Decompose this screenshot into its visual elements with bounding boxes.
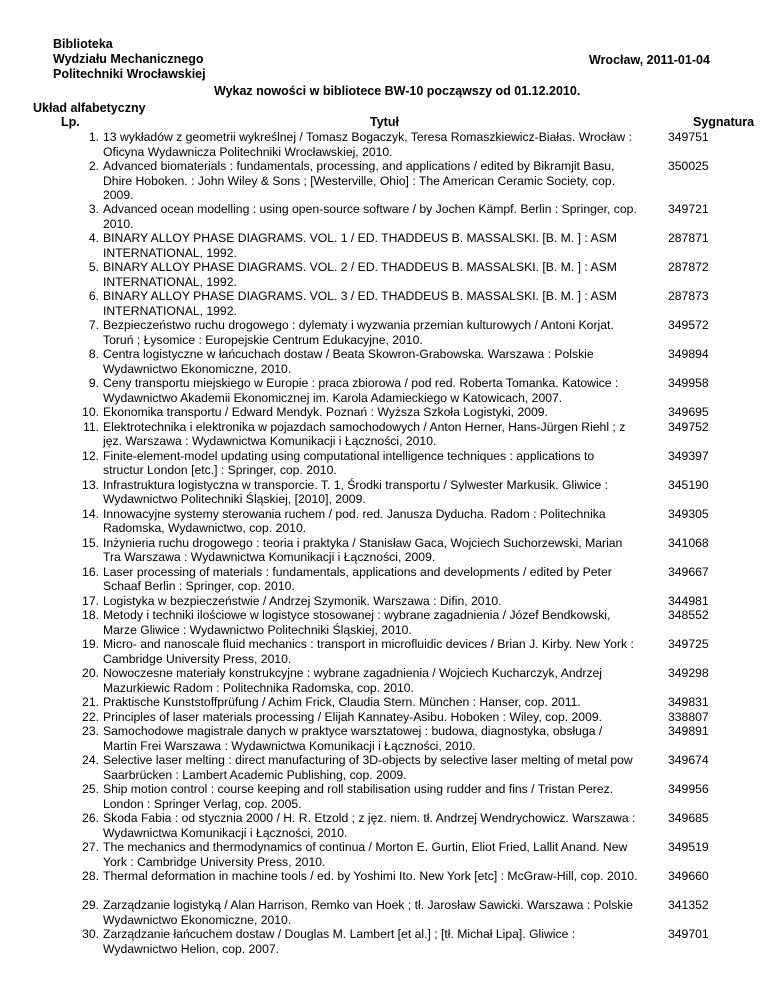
signature-value: 345190	[668, 477, 709, 492]
item-number: 21.	[82, 695, 99, 709]
signature-value: 341352	[668, 898, 709, 912]
item-description: Micro- and nanoscale fluid mechanics : transport in microfluidic devices / Brian J. Kirby. New York : Cambridge University Press, 2010.	[103, 637, 634, 666]
item-description: 13 wykładów z geometrii wykreślnej / Tomasz Bogaczyk, Teresa Romaszkiewicz-Białas. Wrocław : Oficyna Wydawnicza Politechniki Wrocławskiej, 2010.	[103, 130, 632, 159]
list-item	[0, 637, 768, 666]
item-signature	[668, 594, 748, 609]
item-signature	[668, 695, 748, 710]
item-signature	[668, 376, 748, 391]
item-signature	[668, 898, 748, 913]
list-item	[0, 376, 768, 405]
item-signature	[668, 869, 748, 884]
signature-value: 349958	[668, 376, 709, 390]
signature-value: 349685	[668, 811, 709, 825]
item-signature	[668, 724, 748, 739]
item-number: 11.	[82, 419, 99, 434]
signature-value: 287873	[668, 289, 709, 303]
signature-value: 349701	[668, 927, 709, 941]
item-number: 24.	[82, 753, 99, 767]
item-signature	[668, 666, 748, 681]
signature-value: 349721	[668, 202, 709, 216]
item-signature	[668, 927, 748, 942]
document-title: Wykaz nowości w bibliotece BW-10 począwszy od 01.12.2010.	[214, 84, 581, 98]
list-item	[0, 420, 768, 449]
list-item	[0, 753, 768, 782]
signature-value: 349667	[668, 564, 709, 579]
signature-value: 348552	[668, 608, 709, 622]
item-number: 29.	[82, 898, 99, 912]
signature-value: 349894	[668, 347, 709, 361]
item-signature	[668, 811, 748, 826]
org-line-1: Biblioteka	[53, 37, 113, 51]
item-description: Finite-element-model updating using computational intelligence techniques : applications to structur London [etc.] : Springer, cop. 2010.	[103, 448, 595, 477]
signature-value: 349831	[668, 695, 709, 709]
item-number: 9.	[88, 376, 99, 390]
item-signature	[668, 289, 748, 304]
item-signature	[668, 159, 748, 174]
item-description: Ekonomika transportu / Edward Mendyk. Poznań : Wyższa Szkoła Logistyki, 2009.	[103, 405, 548, 419]
item-description: Samochodowe magistrale danych w praktyce warsztatowej : budowa, diagnostyka, obsługa / Martin Frei Warszawa : Wydawnictwa Komunikacji i Łączności, 2010.	[103, 724, 603, 753]
item-signature	[668, 840, 748, 855]
item-description: Infrastruktura logistyczna w transporcie. T. 1, Środki transportu / Sylwester Markusik. Gliwice : Wydawnictwo Politechniki Śląskiej, [2010], 2009.	[103, 477, 609, 506]
item-signature	[668, 478, 748, 493]
list-item	[0, 898, 768, 927]
sort-order-label: Układ alfabetyczny	[33, 101, 146, 115]
item-signature	[668, 753, 748, 768]
item-signature	[668, 608, 748, 623]
signature-value: 349397	[668, 448, 709, 463]
list-item	[0, 405, 768, 420]
signature-value: 349695	[668, 405, 709, 419]
item-number: 6.	[88, 289, 99, 303]
item-number: 27.	[82, 840, 99, 854]
list-item	[0, 594, 768, 609]
new-books-list	[0, 130, 768, 956]
signature-value: 349956	[668, 782, 709, 796]
item-signature	[668, 420, 748, 435]
item-description: Selective laser melting : direct manufacturing of 3D-objects by selective laser melting of metal pow Saarbrücken : Lambert Academic Publishing, cop. 2009.	[103, 753, 633, 782]
item-description: Praktische Kunststoffprüfung / Achim Frick, Claudia Stern. München : Hanser, cop. 2011.	[103, 695, 581, 709]
item-description: Zarządzanie logistyką / Alan Harrison, Remko van Hoek ; tł. Jarosław Sawicki. Warszawa : Polskie Wydawnictwo Ekonomiczne, 2010.	[103, 898, 633, 927]
item-number: 5.	[88, 260, 99, 274]
item-signature	[668, 782, 748, 797]
item-number: 14.	[82, 506, 99, 521]
list-item	[0, 840, 768, 869]
list-item	[0, 608, 768, 637]
item-number: 8.	[88, 347, 99, 361]
item-description: Elektrotechnika i elektronika w pojazdach samochodowych / Anton Herner, Hans-Jürgen Riehl ; z jęz. Warszawa : Wydawnictwa Komunikacji i Łączności, 2010.	[103, 419, 626, 448]
item-signature	[668, 202, 748, 217]
item-description: Innowacyjne systemy sterowania ruchem / pod. red. Janusza Dyducha. Radom : Politechnika Radomska, Wydawnictwo, cop. 2010.	[103, 506, 606, 535]
column-header-signature: Sygnatura	[693, 115, 755, 129]
item-number: 2.	[88, 159, 99, 173]
signature-value: 349519	[668, 840, 709, 854]
list-item	[0, 449, 768, 478]
column-header-lp: Lp.	[61, 115, 80, 129]
signature-value: 287871	[668, 231, 709, 245]
item-description: Advanced ocean modelling : using open-source software / by Jochen Kämpf. Berlin : Springer, cop. 2010.	[103, 202, 637, 231]
item-number: 3.	[88, 202, 99, 216]
item-number: 18.	[82, 608, 99, 622]
item-description: Advanced biomaterials : fundamentals, processing, and applications / edited by Bikramjit Basu, Dhire Hoboken. : John Wiley & Sons ; [Westerville, Ohio] : The American Ceramic Society, cop. 2009.	[103, 159, 616, 202]
signature-value: 349298	[668, 666, 709, 680]
signature-value: 349674	[668, 753, 709, 767]
item-number: 4.	[88, 231, 99, 245]
item-signature	[668, 449, 748, 464]
list-item	[0, 811, 768, 840]
signature-value: 349660	[668, 869, 709, 883]
item-number: 17.	[82, 593, 99, 608]
item-description: Centra logistyczne w łańcuchach dostaw / Beata Skowron-Grabowska. Warszawa : Polskie Wydawnictwo Ekonomiczne, 2010.	[103, 347, 594, 376]
list-item	[0, 159, 768, 202]
document-date: Wrocław, 2011-01-04	[589, 53, 710, 67]
item-signature	[668, 318, 748, 333]
item-description: Nowoczesne materiały konstrukcyjne : wybrane zagadnienia / Wojciech Kucharczyk, Andrzej Mazurkiewic Radom : Politechnika Radomska, cop. 2010.	[103, 666, 603, 695]
list-item	[0, 782, 768, 811]
list-item	[0, 724, 768, 753]
list-item	[0, 289, 768, 318]
item-signature	[668, 405, 748, 420]
signature-value: 341068	[668, 535, 709, 550]
item-number: 12.	[82, 448, 99, 463]
list-item	[0, 202, 768, 231]
item-number: 15.	[82, 535, 99, 550]
item-description: Ceny transportu miejskiego w Europie : praca zbiorowa / pod red. Roberta Tomanka. Katowice : Wydawnictwo Akademii Ekonomicznej im. Karola Adamieckiego w Katowicach, 2007.	[103, 376, 619, 405]
list-item	[0, 710, 768, 725]
item-signature	[668, 710, 748, 725]
signature-value: 349752	[668, 419, 709, 434]
item-description: BINARY ALLOY PHASE DIAGRAMS. VOL. 3 / ED. THADDEUS B. MASSALSKI. [B. M. ] : ASM INTERNATIONAL, 1992.	[103, 289, 617, 318]
item-signature	[668, 565, 748, 580]
item-signature	[668, 260, 748, 275]
item-number: 1.	[88, 130, 99, 144]
list-item	[0, 536, 768, 565]
list-item	[0, 347, 768, 376]
item-number: 26.	[82, 811, 99, 825]
item-number: 28.	[82, 869, 99, 883]
list-item	[0, 507, 768, 536]
item-description: Zarządzanie łańcuchem dostaw / Douglas M. Lambert [et al.] ; [tł. Michał Lipa]. Gliwice : Wydawnictwo Helion, cop. 2007.	[103, 927, 576, 956]
item-description: BINARY ALLOY PHASE DIAGRAMS. VOL. 2 / ED. THADDEUS B. MASSALSKI. [B. M. ] : ASM INTERNATIONAL, 1992.	[103, 260, 617, 289]
item-signature	[668, 536, 748, 551]
item-description: Thermal deformation in machine tools / ed. by Yoshimi Ito. New York [etc] : McGraw-Hill, cop. 2010.	[103, 869, 638, 883]
item-description: Metody i techniki ilościowe w logistyce stosowanej : wybrane zagadnienia / Józef Bendkowski, Marze Gliwice : Wydawnictwo Politechniki Śląskiej, 2010.	[103, 608, 611, 637]
item-number: 25.	[82, 782, 99, 796]
list-item	[0, 565, 768, 594]
item-number: 13.	[82, 477, 99, 492]
item-number: 19.	[82, 637, 99, 651]
item-description: Inżynieria ruchu drogowego : teoria i praktyka / Stanisław Gaca, Wojciech Suchorzewski, Marian Tra Warszawa : Wydawnictwa Komunikacji i Łączności, 2009.	[103, 535, 623, 564]
library-name	[53, 37, 206, 82]
item-number: 16.	[82, 564, 99, 579]
list-item	[0, 260, 768, 289]
item-signature	[668, 507, 748, 522]
list-item	[0, 130, 768, 159]
list-item	[0, 666, 768, 695]
item-number: 22.	[82, 709, 99, 724]
item-number: 23.	[82, 724, 99, 738]
column-header-title: Tytuł	[370, 115, 399, 129]
item-description: The mechanics and thermodynamics of continua / Morton E. Gurtin, Eliot Fried, Lallit Anand. New York : Cambridge University Press, 2010.	[103, 840, 628, 869]
item-number: 20.	[82, 666, 99, 680]
list-item	[0, 695, 768, 710]
signature-value: 338807	[668, 709, 709, 724]
list-item	[0, 318, 768, 347]
item-description: Logistyka w bezpieczeństwie / Andrzej Szymonik. Warszawa : Difin, 2010.	[103, 593, 502, 608]
item-description: BINARY ALLOY PHASE DIAGRAMS. VOL. 1 / ED. THADDEUS B. MASSALSKI. [B. M. ] : ASM INTERNATIONAL, 1992.	[103, 231, 617, 260]
item-description: Skoda Fabia : od stycznia 2000 / H. R. Etzold ; z jęz. niem. tł. Andrzej Wendrychowicz. Warszawa : Wydawnictwa Komunikacji i Łączności, 2010.	[103, 811, 636, 840]
signature-value: 349305	[668, 506, 709, 521]
item-number: 10.	[82, 405, 99, 419]
item-number: 30.	[82, 927, 99, 941]
signature-value: 287872	[668, 260, 709, 274]
item-description: Principles of laser materials processing / Elijah Kannatey-Asibu. Hoboken : Wiley, cop. 2009.	[103, 709, 603, 724]
item-signature	[668, 637, 748, 652]
item-description: Laser processing of materials : fundamentals, applications and developments / edited by Peter Schaaf Berlin : Springer, cop. 2010.	[103, 564, 612, 593]
item-number: 7.	[88, 318, 99, 332]
org-line-3: Politechniki Wrocławskiej	[53, 67, 206, 81]
signature-value: 349725	[668, 637, 709, 651]
signature-value: 349751	[668, 130, 709, 144]
list-item	[0, 869, 768, 898]
item-signature	[668, 130, 748, 145]
list-item	[0, 231, 768, 260]
list-item	[0, 478, 768, 507]
signature-value: 349572	[668, 318, 709, 332]
org-line-2: Wydziału Mechanicznego	[53, 52, 204, 66]
list-item	[0, 927, 768, 956]
item-description: Bezpieczeństwo ruchu drogowego : dylematy i wyzwania przemian kulturowych / Antoni Korjat. Toruń ; Łysomice : Europejskie Centrum Edukacyjne, 2010.	[103, 318, 614, 347]
signature-value: 349891	[668, 724, 709, 738]
item-description: Ship motion control : course keeping and roll stabilisation using rudder and fins / Tristan Perez. London : Springer Verlag, cop. 2005.	[103, 782, 614, 811]
signature-value: 344981	[668, 593, 709, 608]
item-signature	[668, 347, 748, 362]
signature-value: 350025	[668, 159, 709, 173]
item-signature	[668, 231, 748, 246]
